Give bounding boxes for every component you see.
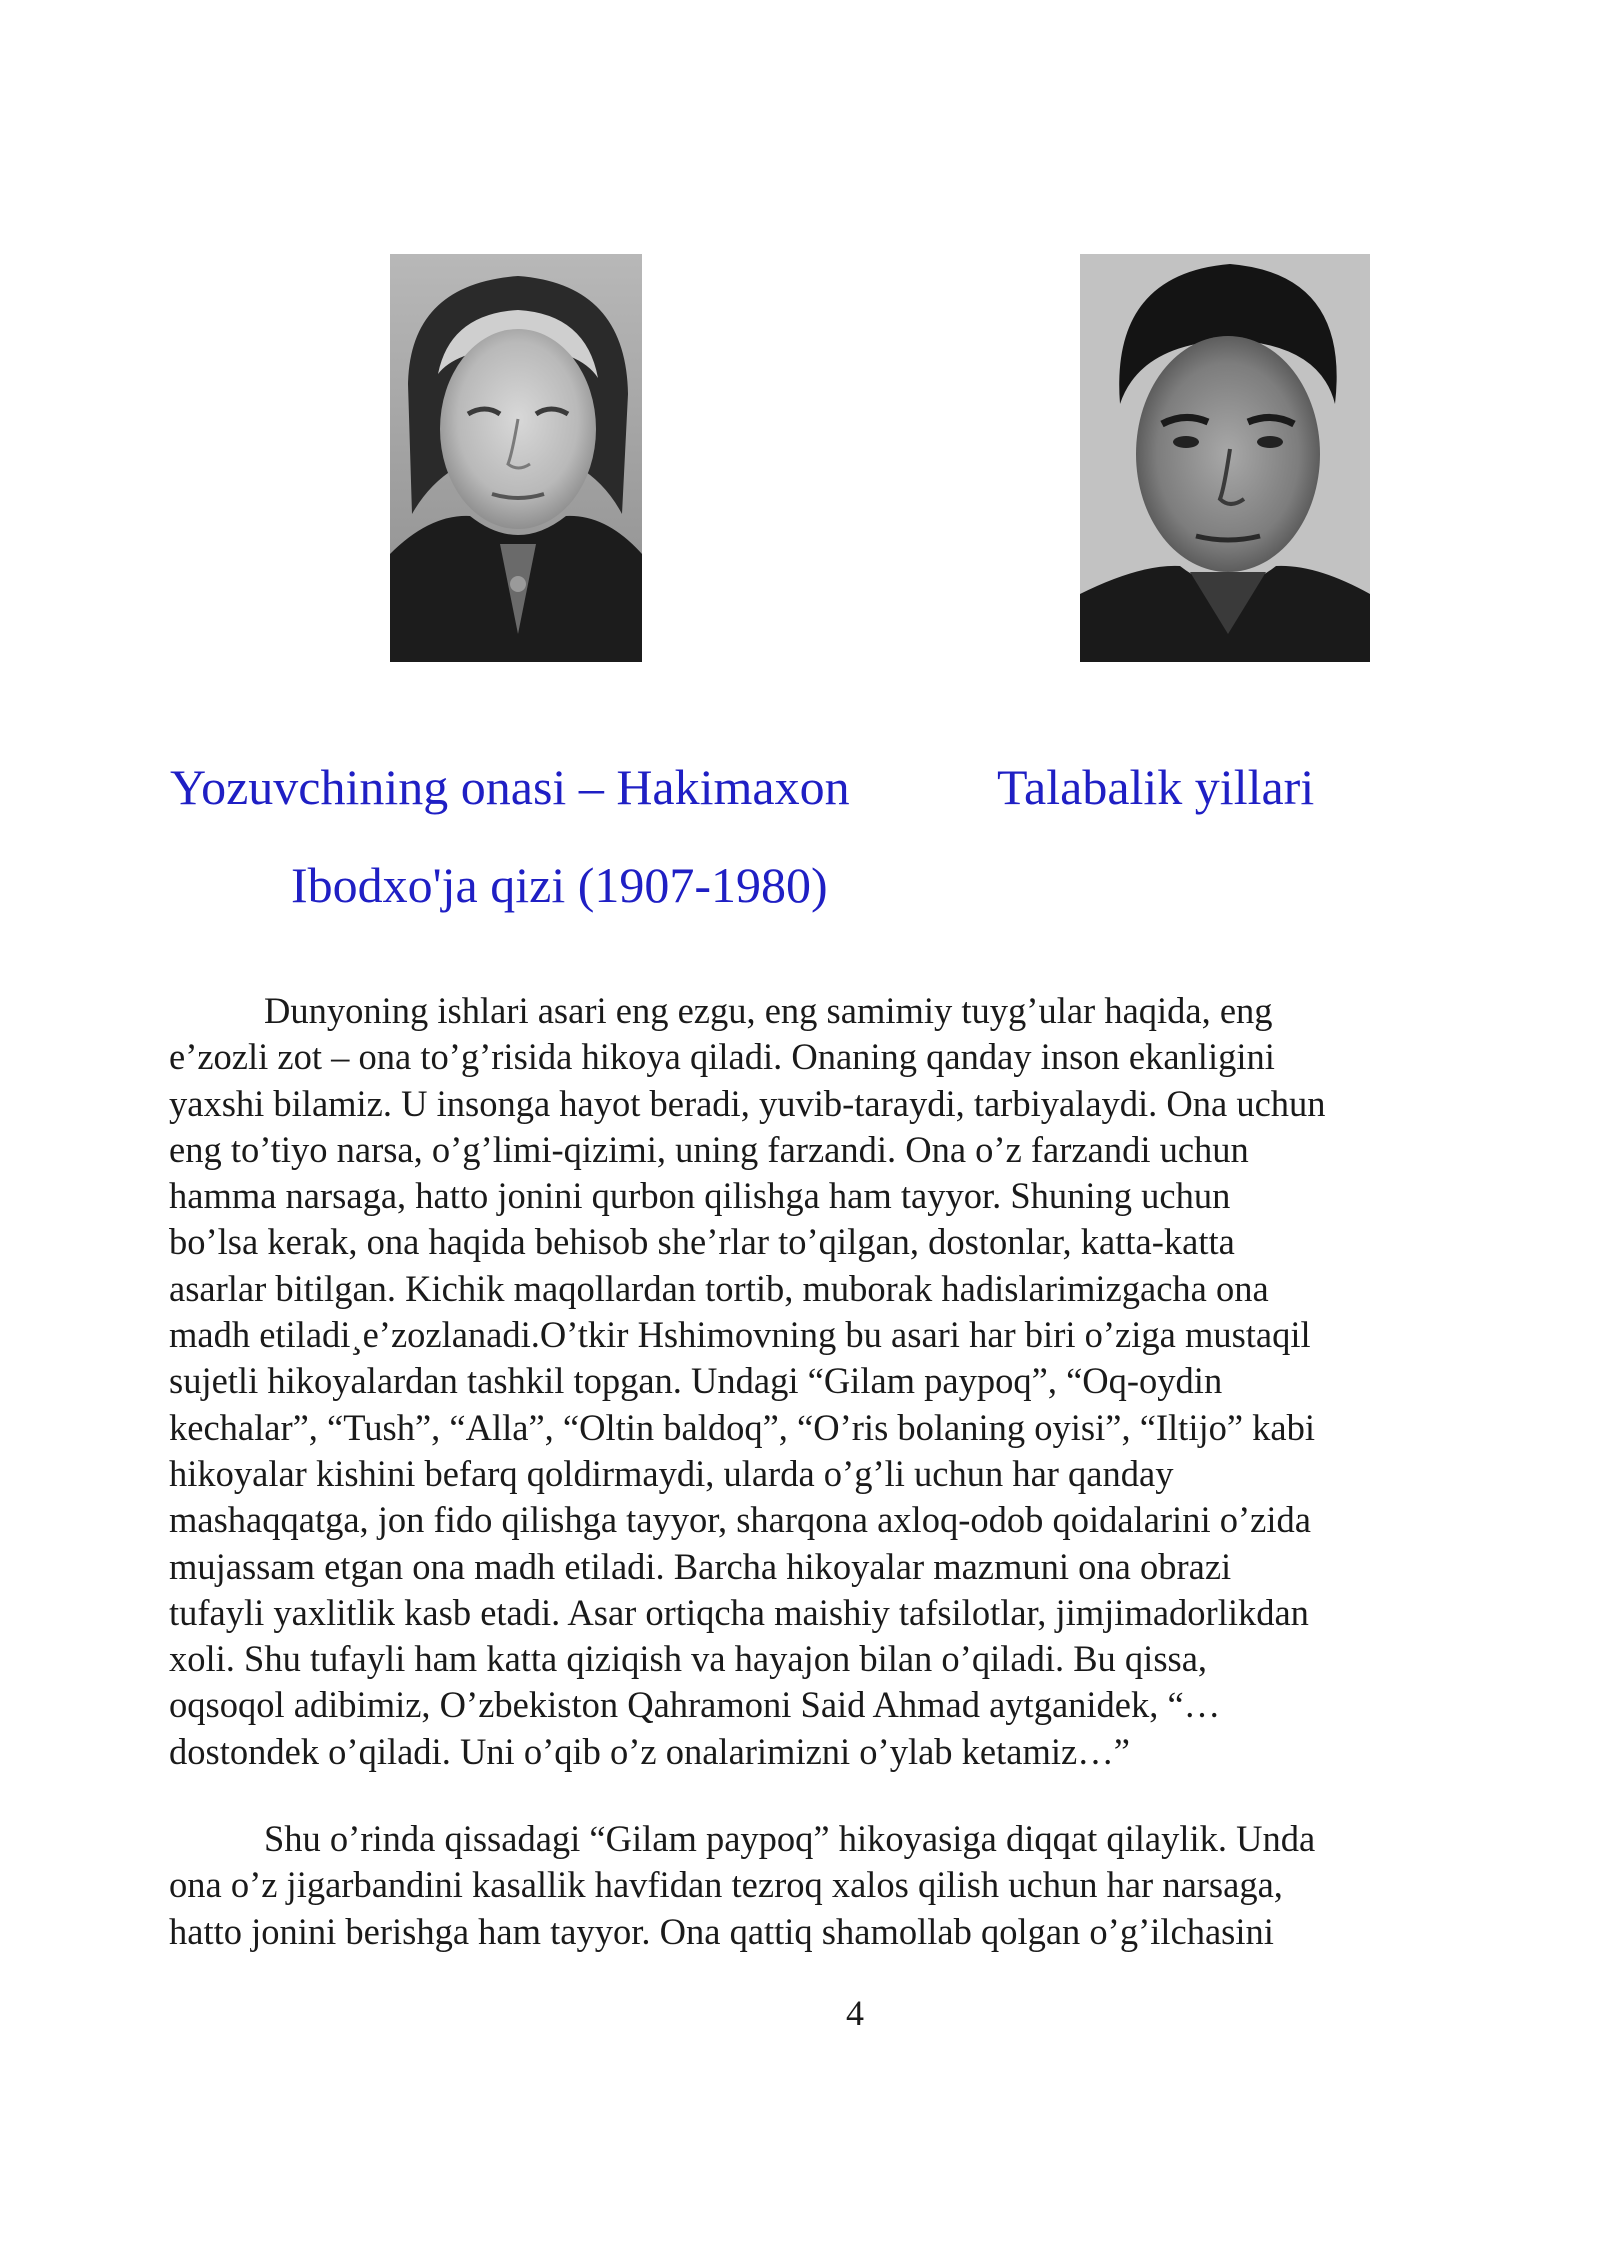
paragraph-line: hatto jonini berishga ham tayyor. Ona qattiq shamollab qolgan o’g’ilchasini xyxy=(169,1910,1274,1952)
paragraph-line: Shu o’rinda qissadagi “Gilam paypoq” hikoyasiga diqqat qilaylik. Unda xyxy=(264,1818,1316,1859)
paragraph-line: oqsoqol adibimiz, O’zbekiston Qahramoni Said Ahmad aytganidek, “… xyxy=(169,1684,1221,1726)
paragraph-line: Dunyoning ishlari asari eng ezgu, eng samimiy tuyg’ular haqida, eng xyxy=(264,990,1273,1031)
paragraph-line: xoli. Shu tufayli ham katta qiziqish va hayajon bilan o’qiladi. Bu qissa, xyxy=(169,1638,1208,1680)
paragraph-line: hikoyalar kishini befarq qoldirmaydi, ularda o’g’li uchun har qanday xyxy=(169,1452,1174,1494)
paragraph-line: mashaqqatga, jon fido qilishga tayyor, sharqona axloq-odob qoidalarini o’zida xyxy=(169,1499,1311,1541)
paragraph-line: dostondek o’qiladi. Uni o’qib o’z onalarimizni o’ylab ketamiz…” xyxy=(169,1730,1130,1772)
paragraph-line: yaxshi bilamiz. U insonga hayot beradi, yuvib-taraydi, tarbiyalaydi. Ona uchun xyxy=(169,1082,1326,1124)
paragraph-line: sujetli hikoyalardan tashkil topgan. Undagi “Gilam paypoq”, “Oq-oydin xyxy=(169,1360,1223,1402)
body-paragraph-2 xyxy=(169,1816,1469,1955)
mother-caption-line-1: Yozuvchining onasi – Hakimaxon xyxy=(170,759,850,815)
paragraph-line: e’zozli zot – ona to’g’risida hikoya qiladi. Onaning qanday inson ekanligini xyxy=(169,1036,1275,1078)
paragraph-line: mujassam etgan ona madh etiladi. Barcha hikoyalar mazmuni ona obrazi xyxy=(169,1545,1232,1587)
body-paragraph-1 xyxy=(169,988,1469,1775)
student-caption: Talabalik yillari xyxy=(997,759,1315,815)
paragraph-line: asarlar bitilgan. Kichik maqollardan tortib, muborak hadislarimizgacha ona xyxy=(169,1267,1269,1309)
page-number: 4 xyxy=(846,1993,864,2033)
student-years-portrait-photo xyxy=(1080,254,1370,662)
paragraph-line: bo’lsa kerak, ona haqida behisob she’rlar to’qilgan, dostonlar, katta-katta xyxy=(169,1221,1235,1263)
paragraph-line: kechalar”, “Tush”, “Alla”, “Oltin baldoq”, “O’ris bolaning oyisi”, “Iltijo” kabi xyxy=(169,1406,1316,1448)
paragraph-line: madh etiladi¸e’zozlanadi.O’tkir Hshimovning bu asari har biri o’ziga mustaqil xyxy=(169,1314,1311,1356)
paragraph-line: eng to’tiyo narsa, o’g’limi-qizimi, uning farzandi. Ona o’z farzandi uchun xyxy=(169,1128,1249,1170)
paragraph-line: ona o’z jigarbandini kasallik havfidan tezroq xalos qilish uchun har narsaga, xyxy=(169,1864,1283,1906)
paragraph-line: hamma narsaga, hatto jonini qurbon qilishga ham tayyor. Shuning uchun xyxy=(169,1175,1231,1217)
mother-portrait-photo xyxy=(390,254,642,662)
paragraph-line: tufayli yaxlitlik kasb etadi. Asar ortiqcha maishiy tafsilotlar, jimjimadorlikdan xyxy=(169,1591,1309,1633)
mother-caption-line-2: Ibodxo'ja qizi (1907-1980) xyxy=(291,857,828,913)
